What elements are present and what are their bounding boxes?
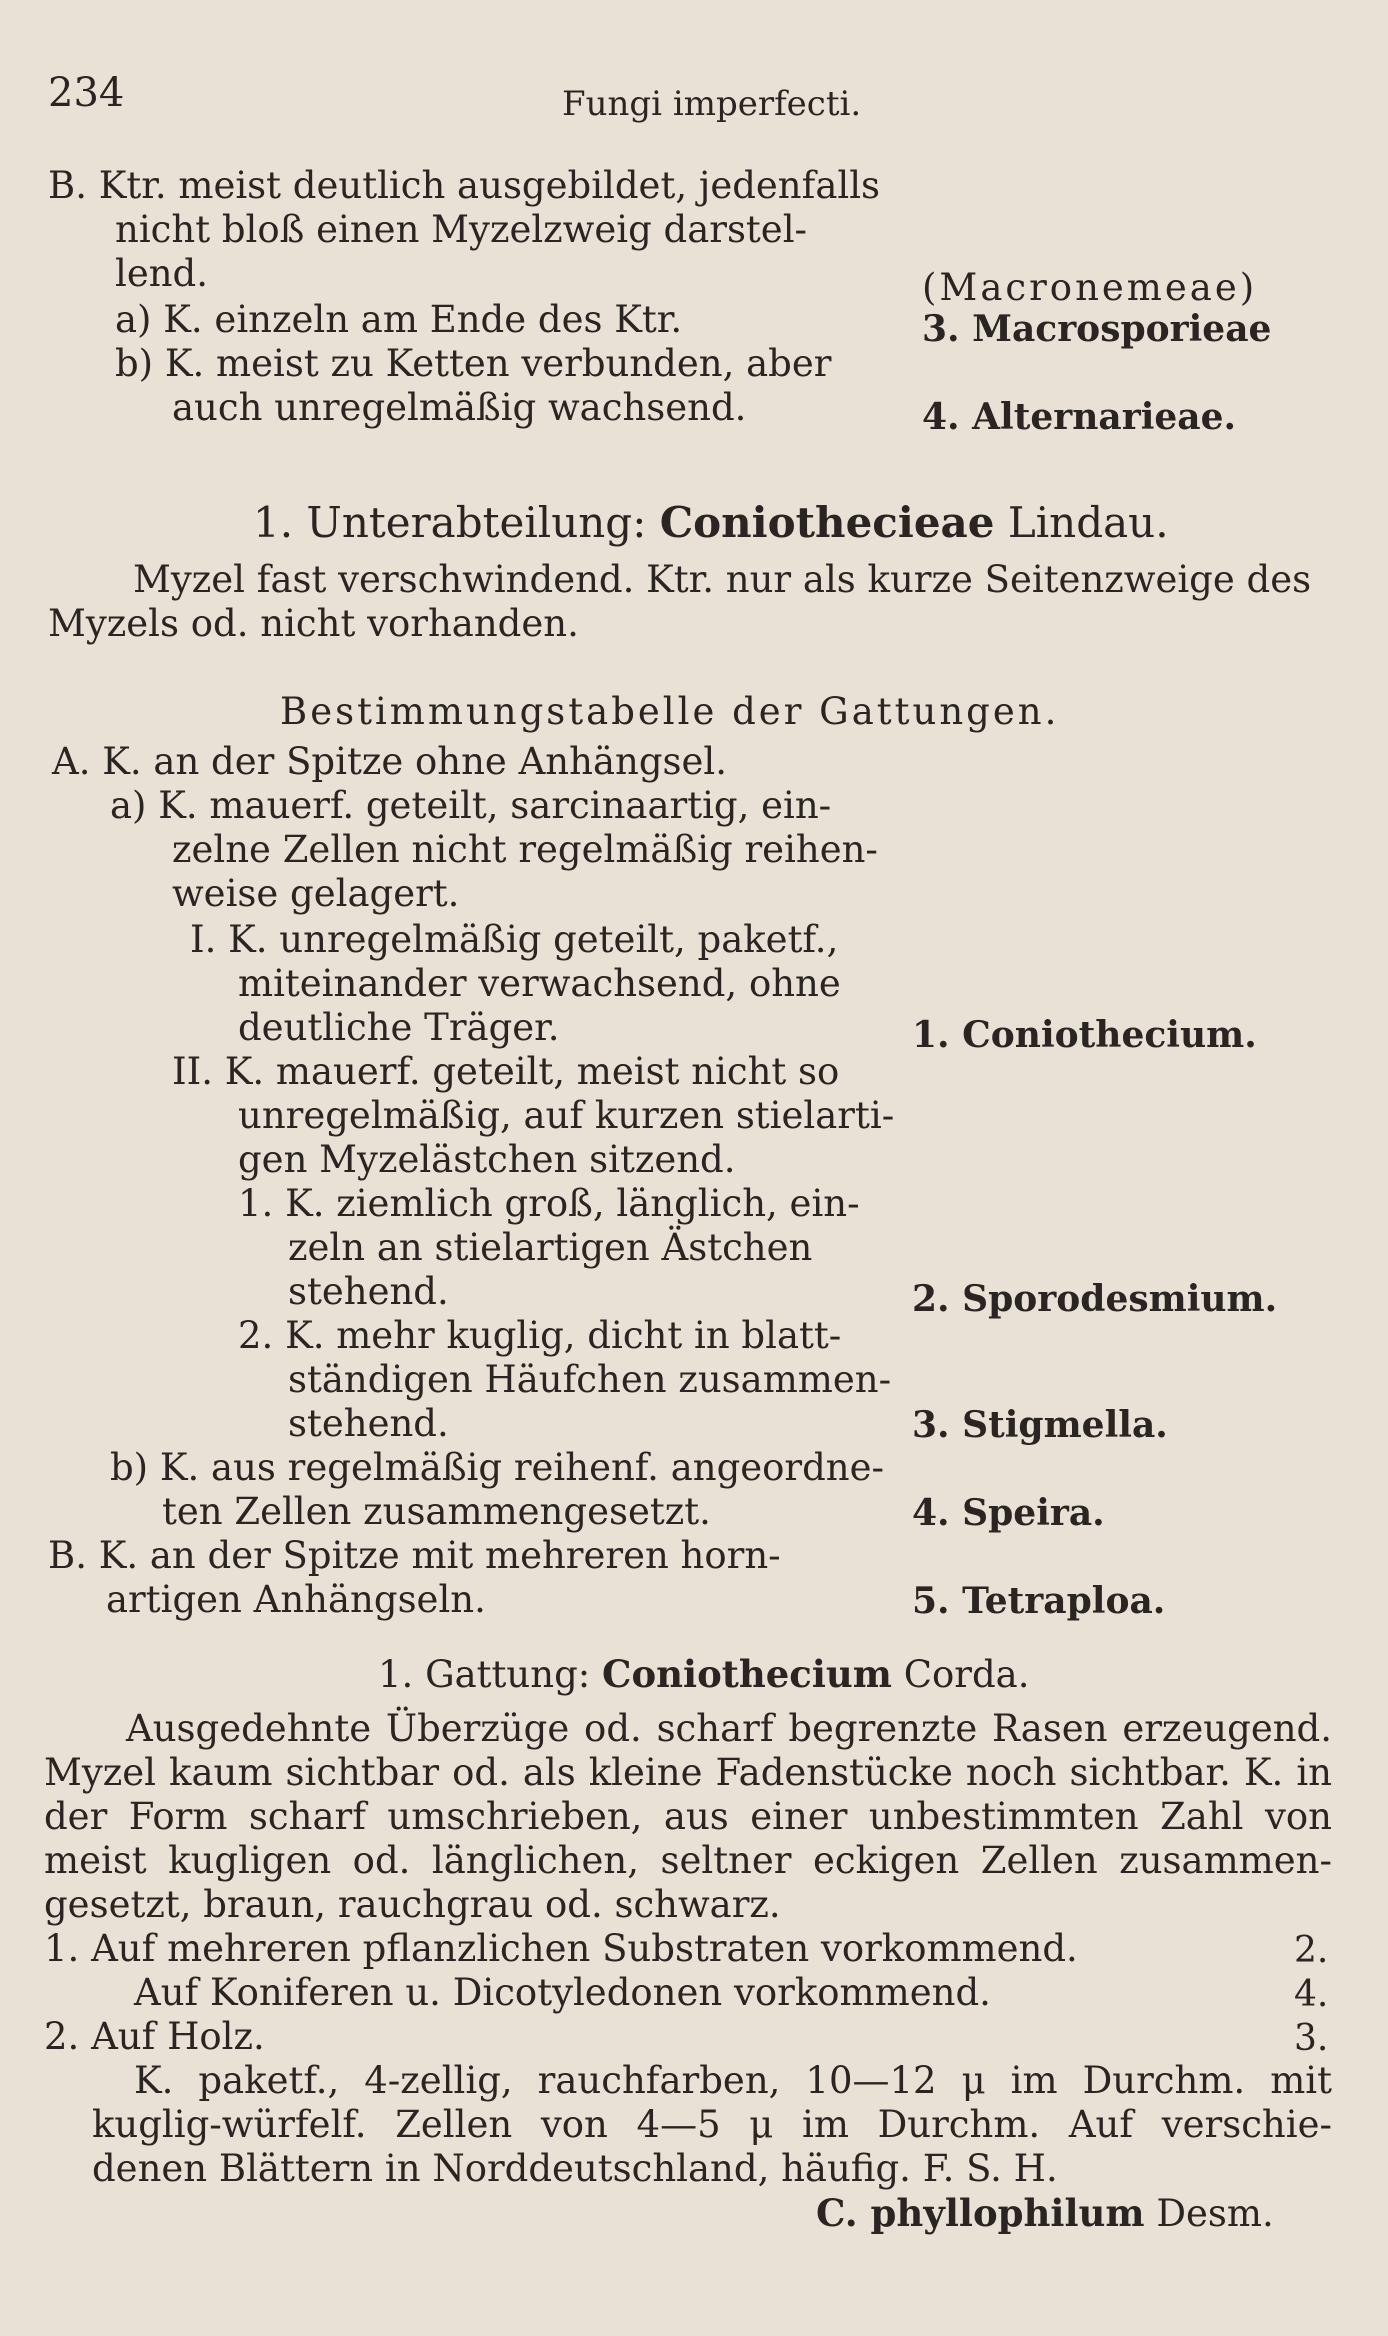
species-key-line: 2. Auf Holz.: [44, 2015, 265, 2058]
running-head: Fungi imperfecti.: [562, 84, 862, 124]
description-line: meist kugligen od. länglichen, seltner eckigen Zellen zusammen-: [44, 1839, 1332, 1882]
key-line: zelne Zellen nicht regelmäßig reihen-: [172, 828, 878, 871]
species-description-line: kuglig-würfelf. Zellen von 4—5 μ im Durchm. Auf verschie-: [92, 2103, 1332, 2146]
key-line: deutliche Träger.: [238, 1006, 560, 1049]
key-line: ten Zellen zusammengesetzt.: [162, 1490, 711, 1533]
description-line: Myzel fast verschwindend. Ktr. nur als kurze Seitenzweige des: [133, 558, 1312, 601]
key-line: zeln an stielartigen Ästchen: [288, 1226, 813, 1269]
key-line: b) K. aus regelmäßig reihenf. angeordne-: [110, 1446, 885, 1489]
description-line: gesetzt, braun, rauchgrau od. schwarz.: [44, 1883, 781, 1926]
species-name: C. phyllophilum: [816, 2191, 1145, 2235]
group-label: (Macronemeae): [922, 266, 1258, 309]
species-name-line: [816, 2191, 1274, 2236]
heading-name: Coniothecieae: [659, 498, 995, 547]
key-line: lend.: [115, 252, 209, 295]
key-line: A. K. an der Spitze ohne Anhängsel.: [52, 740, 727, 783]
key-table-title: Bestimmungstabelle der Gattungen.: [280, 690, 1060, 733]
key-result: 5. Tetraploa.: [912, 1580, 1166, 1622]
key-result: 2. Sporodesmium.: [912, 1278, 1278, 1320]
key-line: 2. K. mehr kuglig, dicht in blatt-: [238, 1314, 842, 1357]
species-key-ref: 2.: [1294, 1930, 1329, 1971]
key-line: I. K. unregelmäßig geteilt, paketf.,: [190, 918, 839, 961]
heading-prefix: 1. Unterabteilung:: [253, 498, 647, 547]
species-description-line: denen Blättern in Norddeutschland, häufig. F. S. H.: [92, 2147, 1058, 2190]
species-key-line: 1. Auf mehreren pflanzlichen Substraten vorkommend.: [44, 1927, 1078, 1970]
key-line: b) K. meist zu Ketten verbunden, aber: [115, 342, 832, 385]
key-line: ständigen Häufchen zusammen-: [288, 1358, 892, 1401]
description-line: Ausgedehnte Überzüge od. scharf begrenzte Rasen erzeugend.: [126, 1707, 1332, 1750]
key-line: stehend.: [288, 1402, 449, 1445]
description-line: Myzels od. nicht vorhanden.: [48, 602, 579, 645]
description-line: der Form scharf umschrieben, aus einer unbestimmten Zahl von: [44, 1795, 1332, 1838]
key-line: a) K. mauerf. geteilt, sarcinaartig, ein-: [110, 784, 832, 827]
heading-author: Lindau.: [1007, 498, 1169, 547]
heading-author: Corda.: [903, 1653, 1030, 1696]
heading-prefix: 1. Gattung:: [378, 1653, 591, 1696]
key-line: B. Ktr. meist deutlich ausgebildet, jedenfalls: [48, 164, 881, 207]
key-line: artigen Anhängseln.: [106, 1578, 486, 1621]
key-line: stehend.: [288, 1270, 449, 1313]
key-result: 3. Stigmella.: [912, 1404, 1168, 1446]
key-line: gen Myzelästchen sitzend.: [238, 1138, 736, 1181]
key-line: nicht bloß einen Myzelzweig darstel-: [115, 208, 808, 251]
page-number: 234: [48, 70, 125, 116]
heading-name: Coniothecium: [602, 1652, 892, 1696]
key-line: 1. K. ziemlich groß, länglich, ein-: [238, 1182, 860, 1225]
genus-heading: [378, 1652, 1029, 1696]
key-line: miteinander verwachsend, ohne: [238, 962, 841, 1005]
key-line: auch unregelmäßig wachsend.: [172, 386, 747, 429]
description-line: Myzel kaum sichtbar od. als kleine Fadenstücke noch sichtbar. K. in: [44, 1751, 1332, 1794]
key-result: 1. Coniothecium.: [912, 1014, 1257, 1056]
species-key-ref: 4.: [1294, 1974, 1329, 2015]
key-line: B. K. an der Spitze mit mehreren horn-: [48, 1534, 781, 1577]
subsection-heading: [253, 498, 1169, 547]
key-line: a) K. einzeln am Ende des Ktr.: [115, 298, 683, 341]
species-description-line: K. paketf., 4-zellig, rauchfarben, 10—12 μ im Durchm. mit: [134, 2059, 1332, 2102]
key-line: weise gelagert.: [172, 872, 460, 915]
species-key-line: Auf Koniferen u. Dicotyledonen vorkommend.: [134, 1971, 991, 2014]
key-result: 4. Alternarieae.: [922, 396, 1237, 438]
key-line: II. K. mauerf. geteilt, meist nicht so: [172, 1050, 840, 1093]
key-result: 4. Speira.: [912, 1492, 1105, 1534]
species-key-ref: 3.: [1294, 2018, 1329, 2059]
key-result: 3. Macrosporieae: [922, 308, 1272, 350]
key-line: unregelmäßig, auf kurzen stielarti-: [238, 1094, 895, 1137]
species-author: Desm.: [1156, 2192, 1274, 2235]
